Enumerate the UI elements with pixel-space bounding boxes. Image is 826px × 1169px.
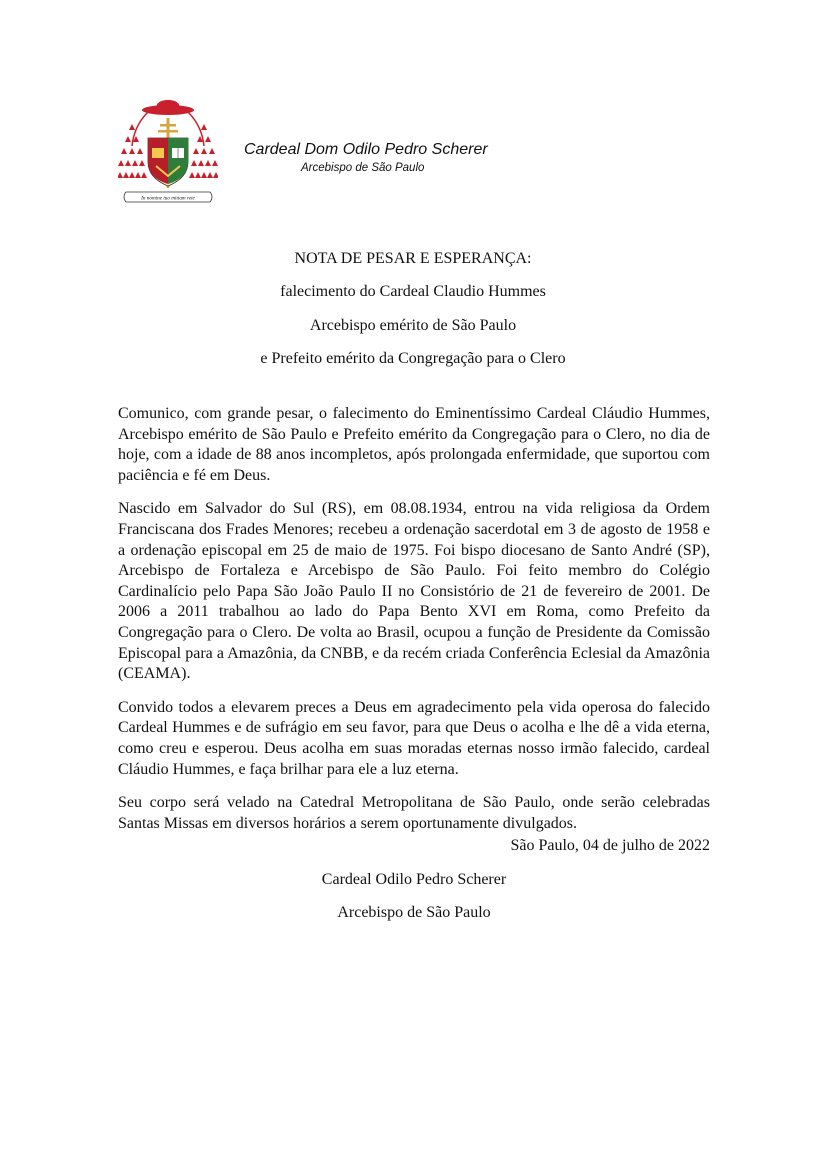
body-paragraph: Nascido em Salvador do Sul (RS), em 08.08.1934, entrou na vida religiosa da Ordem Franciscana dos Frades Menores; recebeu a ordenação sacerdotal em 3 de agosto de 1958 e a ordenação episcopal em 25 de maio de 1975. Foi bispo diocesano de Santo André (SP), Arcebispo de Fortaleza e Arcebispo de São Paulo. Foi feito membro do Colégio Cardinalício pelo Papa São João Paulo II no Consistório de 21 de fevereiro de 2001. De 2006 a 2011 trabalhou ao lado do Papa Bento XVI em Roma, como Prefeito da Congregação para o Clero. De volta ao Brasil, ocupou a função de Presidente da Comissão Episcopal para a Amazônia, da CNBB, e da recém criada Conferência Eclesial da Amazônia (CEAMA).	[118, 500, 710, 683]
date-line: São Paulo, 04 de julho de 2022	[510, 837, 710, 854]
title-line-1: NOTA DE PESAR E ESPERANÇA:	[294, 250, 532, 267]
title-line-3: Arcebispo emérito de São Paulo	[309, 316, 517, 334]
body-paragraph: Seu corpo será velado na Catedral Metropolitana de São Paulo, onde serão celebradas Santas Missas em diversos horários a serem oportunamente divulgados.	[118, 794, 710, 832]
document-body	[118, 404, 710, 847]
header-name: Cardeal Dom Odilo Pedro Scherer	[244, 141, 488, 158]
document-title	[0, 250, 826, 383]
coat-motto: In nomine tuo mittam rete	[141, 195, 195, 202]
title-line-4: e Prefeito emérito da Congregação para o Clero	[260, 349, 566, 367]
signatory-role: Arcebispo de São Paulo	[337, 904, 491, 921]
body-paragraph: Convido todos a elevarem preces a Deus em agradecimento pela vida operosa do falecido Cardeal Hummes e de sufrágio em seu favor, para que Deus o acolha e lhe dê a vida eterna, como creu e esperou. Deus acolha em suas moradas eternas nosso irmão falecido, cardeal Cláudio Hummes, e faça brilhar para ele a luz eterna.	[118, 698, 710, 778]
signature-block	[118, 836, 710, 923]
signatory-name: Cardeal Odilo Pedro Scherer	[321, 871, 507, 888]
body-paragraph: Comunico, com grande pesar, o falecimento do Eminentíssimo Cardeal Cláudio Hummes, Arcebispo emérito de São Paulo e Prefeito emérito da Congregação para o Clero, no dia de hoje, com a idade de 88 anos incompletos, após prolongada enfermidade, que suportou com paciência e fé em Deus.	[118, 405, 710, 484]
title-line-2: falecimento do Cardeal Claudio Hummes	[280, 283, 546, 301]
letterhead	[0, 0, 826, 230]
header-role: Arcebispo de São Paulo	[301, 162, 425, 174]
cardinal-coat-of-arms-icon	[118, 96, 218, 220]
